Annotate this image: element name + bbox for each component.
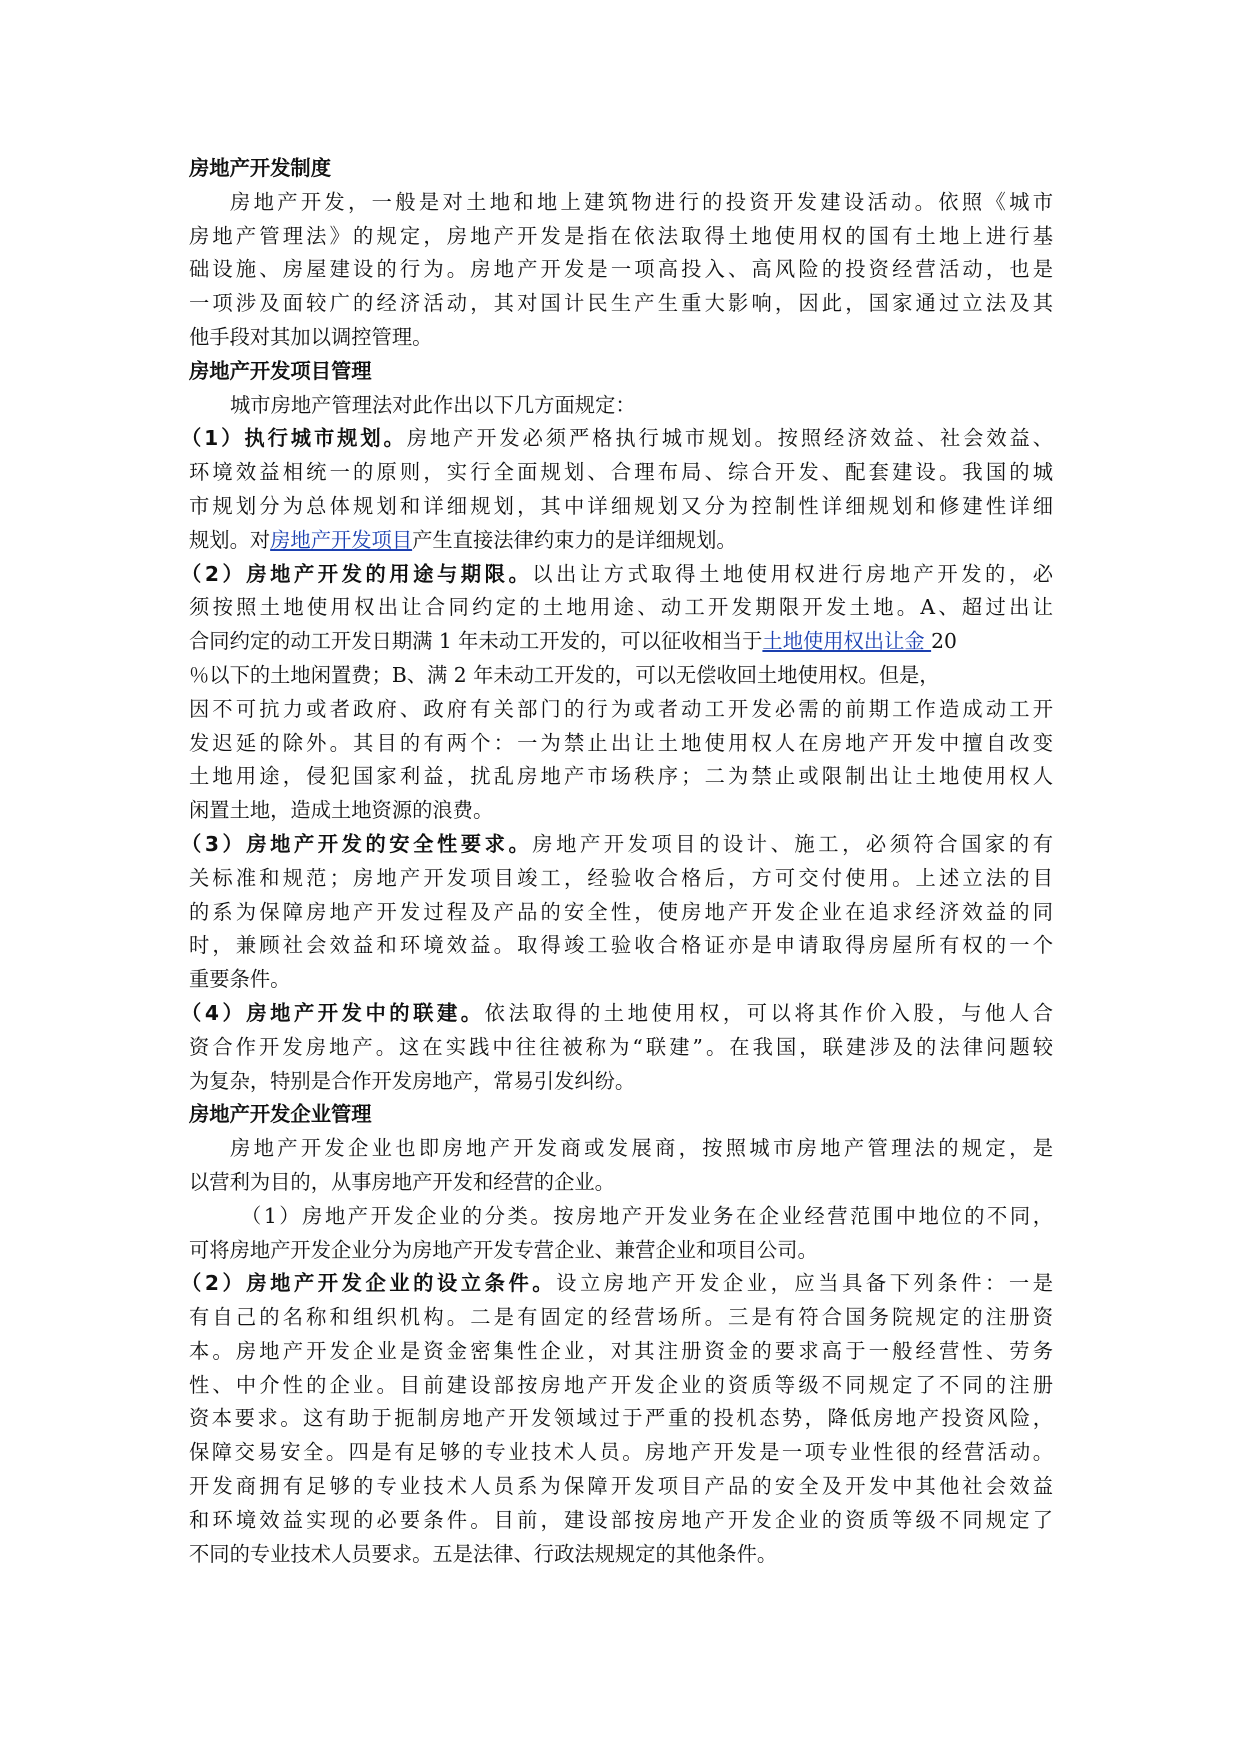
list-item-line: 重要条件。 bbox=[189, 967, 291, 992]
item-heading: （2）房地产开发的用途与期限。 bbox=[181, 561, 533, 586]
list-item-line: 因不可抗力或者政府、政府有关部门的行为或者动工开发必需的前期工作造成动工开 bbox=[189, 696, 1053, 721]
list-item-line: 开发商拥有足够的专业技术人员系为保障开发项目产品的安全及开发中其他社会效益 bbox=[189, 1474, 1053, 1499]
list-item-line: 不同的专业技术人员要求。五是法律、行政法规规定的其他条件。 bbox=[189, 1541, 778, 1566]
paragraph-line: 城市房地产管理法对此作出以下几方面规定： bbox=[230, 392, 636, 417]
link-land-use-fee[interactable]: 土地使用权出让金 bbox=[762, 629, 932, 654]
list-item-line: 合同约定的动工开发日期满 1 年未动工开发的，可以征收相当于土地使用权出让金 20 bbox=[189, 629, 957, 654]
list-item-line: 本。房地产开发企业是资金密集性企业，对其注册资金的要求高于一般经营性、劳务 bbox=[189, 1338, 1053, 1363]
list-item-line: （3）房地产开发的安全性要求。房地产开发项目的设计、施工，必须符合国家的有 bbox=[181, 831, 1053, 856]
list-item-line: （1）执行城市规划。房地产开发必须严格执行城市规划。按照经济效益、社会效益、 bbox=[181, 426, 1053, 451]
link-real-estate-project[interactable]: 房地产开发项目 bbox=[270, 527, 413, 552]
list-item-line: ％以下的土地闲置费；B、满 2 年未动工开发的，可以无偿收回土地使用权。但是， bbox=[189, 662, 940, 687]
paragraph-line: 他手段对其加以调控管理。 bbox=[189, 324, 433, 349]
list-item-line: 发迟延的除外。其目的有两个：一为禁止出让土地使用权人在房地产开发中擅自改变 bbox=[189, 730, 1053, 755]
paragraph-line: 以营利为目的，从事房地产开发和经营的企业。 bbox=[189, 1169, 615, 1194]
item-heading: （3）房地产开发的安全性要求。 bbox=[181, 831, 533, 856]
list-item-line: （2）房地产开发的用途与期限。以出让方式取得土地使用权进行房地产开发的，必 bbox=[181, 561, 1053, 586]
section-title: 房地产开发企业管理 bbox=[189, 1102, 372, 1127]
list-item-line: 资合作开发房地产。这在实践中往往被称为“联建”。在我国，联建涉及的法律问题较 bbox=[189, 1034, 1053, 1059]
list-item-line: 资本要求。这有助于扼制房地产开发领域过于严重的投机态势，降低房地产投资风险， bbox=[189, 1406, 1053, 1431]
list-item-line: 为复杂，特别是合作开发房地产，常易引发纠纷。 bbox=[189, 1068, 636, 1093]
list-item-line: 闲置土地，造成土地资源的浪费。 bbox=[189, 798, 494, 823]
list-item-line: 性、中介性的企业。目前建设部按房地产开发企业的资质等级不同规定了不同的注册 bbox=[189, 1372, 1053, 1397]
section-title: 房地产开发项目管理 bbox=[189, 358, 372, 383]
list-item-line: 可将房地产开发企业分为房地产开发专营企业、兼营企业和项目公司。 bbox=[189, 1237, 818, 1262]
item-heading: （2）房地产开发企业的设立条件。 bbox=[181, 1271, 557, 1296]
list-item-line: 的系为保障房地产开发过程及产品的安全性，使房地产开发企业在追求经济效益的同 bbox=[189, 899, 1053, 924]
list-item-line: （4）房地产开发中的联建。依法取得的土地使用权，可以将其作价入股，与他人合 bbox=[181, 1000, 1053, 1025]
list-item-line: 和环境效益实现的必要条件。目前，建设部按房地产开发企业的资质等级不同规定了 bbox=[189, 1507, 1053, 1532]
item-heading: （1）执行城市规划。 bbox=[181, 426, 407, 451]
list-item-line: 规划。对房地产开发项目产生直接法律约束力的是详细规划。 bbox=[189, 527, 737, 552]
list-item-line: 保障交易安全。四是有足够的专业技术人员。房地产开发是一项专业性很的经营活动。 bbox=[189, 1440, 1053, 1465]
section-title: 房地产开发制度 bbox=[189, 156, 331, 180]
list-item-line: 环境效益相统一的原则，实行全面规划、合理布局、综合开发、配套建设。我国的城 bbox=[189, 460, 1053, 485]
paragraph-line: 一项涉及面较广的经济活动，其对国计民生产生重大影响，因此，国家通过立法及其 bbox=[189, 291, 1053, 316]
list-item-line: 有自己的名称和组织机构。二是有固定的经营场所。三是有符合国务院规定的注册资 bbox=[189, 1305, 1053, 1330]
paragraph-line: 房地产开发企业也即房地产开发商或发展商，按照城市房地产管理法的规定，是 bbox=[230, 1136, 1053, 1161]
list-item-line: 须按照土地使用权出让合同约定的土地用途、动工开发期限开发土地。A、超过出让 bbox=[189, 595, 1053, 620]
paragraph-line: 房地产开发，一般是对土地和地上建筑物进行的投资开发建设活动。依照《城市 bbox=[230, 189, 1053, 214]
item-heading: （4）房地产开发中的联建。 bbox=[181, 1000, 485, 1025]
list-item-line: （2）房地产开发企业的设立条件。设立房地产开发企业，应当具备下列条件：一是 bbox=[181, 1271, 1053, 1296]
paragraph-line: 房地产管理法》的规定，房地产开发是指在依法取得土地使用权的国有土地上进行基 bbox=[189, 223, 1053, 248]
document-page bbox=[181, 152, 1053, 1571]
paragraph-line: 础设施、房屋建设的行为。房地产开发是一项高投入、高风险的投资经营活动，也是 bbox=[189, 257, 1053, 282]
list-item-line: （1）房地产开发企业的分类。按房地产开发业务在企业经营范围中地位的不同， bbox=[241, 1203, 1053, 1228]
list-item-line: 土地用途，侵犯国家利益，扰乱房地产市场秩序；二为禁止或限制出让土地使用权人 bbox=[189, 764, 1053, 789]
list-item-line: 时，兼顾社会效益和环境效益。取得竣工验收合格证亦是申请取得房屋所有权的一个 bbox=[189, 933, 1053, 958]
list-item-line: 关标准和规范；房地产开发项目竣工，经验收合格后，方可交付使用。上述立法的目 bbox=[189, 865, 1053, 890]
list-item-line: 市规划分为总体规划和详细规划，其中详细规划又分为控制性详细规划和修建性详细 bbox=[189, 493, 1053, 518]
